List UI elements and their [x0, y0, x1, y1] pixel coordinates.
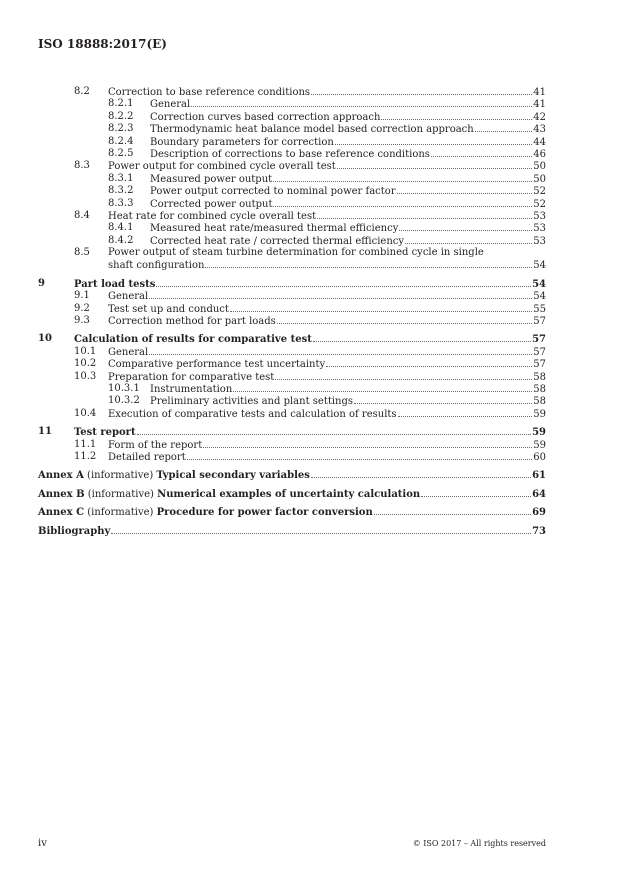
toc-entry-9-3[interactable]	[38, 315, 546, 327]
document-id: ISO 18888:2017(E)	[38, 37, 167, 51]
leader-dots	[311, 469, 531, 478]
toc-entry-8-2-4[interactable]	[38, 136, 546, 148]
toc-entry-8-3[interactable]	[38, 160, 546, 172]
section-title: Correction method for part loads	[108, 316, 276, 328]
page-number: 69	[532, 507, 546, 519]
leader-dots	[326, 358, 532, 367]
page-number: 53	[533, 210, 546, 222]
section-number: 8.3.1	[108, 172, 134, 184]
section-title: Comparative performance test uncertainty	[108, 359, 326, 371]
section-number: 8.2.2	[108, 110, 134, 122]
section-number: 8.2.4	[108, 135, 134, 147]
section-number: 11.2	[74, 450, 97, 462]
section-number: 10.3	[74, 370, 97, 382]
toc-entry-11[interactable]	[38, 426, 546, 438]
section-number: 8.2.1	[108, 98, 134, 110]
page-number: 73	[532, 525, 546, 537]
toc-entry-10-1[interactable]	[38, 346, 546, 358]
toc-entry-8-4-2[interactable]	[38, 235, 546, 247]
toc-entry-11-2[interactable]	[38, 451, 546, 463]
leader-dots	[381, 111, 532, 120]
leader-dots	[313, 333, 531, 342]
toc-entry-annex-a[interactable]	[38, 469, 546, 481]
leader-dots	[275, 371, 532, 380]
section-title: Instrumentation	[150, 383, 233, 395]
section-number: 9	[38, 277, 45, 289]
leader-dots	[273, 198, 532, 207]
page-number: 53	[533, 235, 546, 247]
section-title: Preparation for comparative test	[108, 371, 275, 383]
leader-dots	[405, 235, 532, 244]
footer-copyright: © ISO 2017 – All rights reserved	[412, 839, 546, 848]
page-number: 52	[533, 198, 546, 210]
section-title: Test report	[74, 427, 136, 439]
toc-entry-8-2-1[interactable]	[38, 98, 546, 110]
section-title: Execution of comparative tests and calculation of results	[108, 408, 397, 420]
page-number: 53	[533, 223, 546, 235]
section-title: Test set up and conduct	[108, 303, 229, 315]
page-number: 54	[532, 278, 546, 290]
section-title: General	[150, 99, 191, 111]
annex-title: Typical secondary variables	[156, 470, 310, 482]
leader-dots	[335, 136, 532, 145]
section-title: Power output for combined cycle overall test	[108, 161, 336, 173]
section-title: Boundary parameters for correction	[150, 136, 334, 148]
section-title: Preliminary activities and plant settings	[150, 396, 354, 408]
page-number: 57	[533, 359, 546, 371]
leader-dots	[111, 525, 531, 534]
leader-dots	[233, 383, 532, 392]
section-number: 9.2	[74, 302, 90, 314]
page-number: 58	[533, 371, 546, 383]
page-number: 57	[533, 316, 546, 328]
toc-entry-9-2[interactable]	[38, 303, 546, 315]
page-number: 57	[532, 334, 546, 346]
toc-entry-8-5[interactable]	[38, 247, 546, 259]
toc-entry-10-4[interactable]	[38, 408, 546, 420]
leader-dots	[187, 451, 533, 460]
section-title: Description of corrections to base reference conditions	[150, 148, 430, 160]
section-number: 10	[38, 333, 52, 345]
toc-entry-11-1[interactable]	[38, 439, 546, 451]
section-number: 8.4	[74, 209, 90, 221]
toc-entry-8-2-5[interactable]	[38, 148, 546, 160]
leader-dots	[475, 123, 533, 132]
leader-dots	[230, 303, 532, 312]
toc-entry-8-2-2[interactable]	[38, 111, 546, 123]
page-number: 59	[533, 439, 546, 451]
page-number: 59	[532, 427, 546, 439]
leader-dots	[399, 222, 532, 231]
section-title-line1: Power output of steam turbine determination for combined cycle in single	[108, 247, 484, 259]
toc-entry-8-5-continued[interactable]	[38, 259, 546, 271]
toc-entry-10-2[interactable]	[38, 358, 546, 370]
page-number: 44	[533, 136, 546, 148]
section-title: General	[108, 291, 149, 303]
section-number: 8.2	[74, 86, 90, 97]
section-number: 8.2.3	[108, 123, 134, 135]
leader-dots	[317, 210, 532, 219]
page-number: 50	[533, 161, 546, 173]
annex-informative: (informative)	[84, 507, 157, 519]
leader-dots	[354, 395, 532, 404]
leader-dots	[205, 259, 532, 268]
toc-entry-8-2[interactable]	[38, 86, 546, 98]
section-title: Measured heat rate/measured thermal efficiency	[150, 223, 399, 235]
page-number: 58	[533, 396, 546, 408]
leader-dots	[397, 185, 533, 194]
section-title: General	[108, 346, 149, 358]
bibliography-title: Bibliography	[38, 525, 111, 537]
section-number: 8.2.5	[108, 147, 134, 159]
annex-title: Numerical examples of uncertainty calculation	[157, 488, 421, 500]
leader-dots	[421, 488, 531, 497]
page-number: 59	[533, 408, 546, 420]
page-number: 41	[533, 99, 546, 111]
annex-label: Annex B	[38, 488, 85, 500]
section-number: 8.5	[74, 247, 90, 259]
toc-entry-8-3-3[interactable]	[38, 198, 546, 210]
page-number: 64	[532, 488, 546, 500]
leader-dots	[149, 346, 532, 355]
page-number: 42	[533, 111, 546, 123]
leader-dots	[374, 506, 531, 515]
section-title: Power output corrected to nominal power factor	[150, 186, 396, 198]
leader-dots	[191, 98, 532, 107]
annex-informative: (informative)	[84, 488, 158, 500]
toc-entry-9[interactable]	[38, 278, 546, 290]
section-title: Part load tests	[74, 278, 156, 290]
section-title: Thermodynamic heat balance model based correction approach	[150, 124, 474, 136]
toc-entry-9-1[interactable]	[38, 290, 546, 302]
section-title: Corrected heat rate / corrected thermal efficiency	[150, 235, 405, 247]
toc-entry-10-3[interactable]	[38, 371, 546, 383]
section-title: Detailed report	[108, 451, 186, 463]
page-number: 41	[533, 87, 546, 98]
leader-dots	[337, 160, 533, 169]
section-title: Corrected power output	[150, 198, 273, 210]
annex-label: Annex C	[38, 507, 85, 519]
section-title: Correction curves based correction approach	[150, 111, 381, 123]
annex-label: Annex A	[38, 470, 84, 482]
section-title: Form of the report	[108, 439, 203, 451]
leader-dots	[277, 315, 532, 324]
section-title: Calculation of results for comparative test	[74, 334, 312, 346]
toc-entry-8-4-1[interactable]	[38, 222, 546, 234]
section-number: 8.4.1	[108, 222, 134, 234]
toc-entry-8-3-1[interactable]	[38, 173, 546, 185]
section-number: 8.3	[74, 160, 90, 172]
section-number: 10.3.1	[108, 382, 140, 394]
leader-dots	[311, 86, 532, 95]
leader-dots	[149, 290, 532, 299]
toc-entry-10[interactable]	[38, 333, 546, 345]
footer-page-number: iv	[38, 838, 47, 849]
toc-entry-8-4[interactable]	[38, 210, 546, 222]
page-number: 55	[533, 303, 546, 315]
table-of-contents	[38, 86, 546, 537]
page-number: 58	[533, 383, 546, 395]
leader-dots	[398, 408, 533, 417]
section-number: 9.1	[74, 290, 90, 302]
section-number: 8.3.3	[108, 197, 134, 209]
leader-dots	[156, 278, 531, 287]
toc-entry-10-3-2[interactable]	[38, 395, 546, 407]
section-number: 10.1	[74, 345, 97, 357]
page-number: 61	[532, 470, 546, 482]
toc-entry-10-3-1[interactable]	[38, 383, 546, 395]
toc-entry-annex-c[interactable]	[38, 506, 546, 518]
section-title: Measured power output	[150, 173, 273, 185]
toc-entry-bibliography[interactable]	[38, 525, 546, 537]
section-title: Correction to base reference conditions	[108, 87, 311, 98]
section-number: 8.4.2	[108, 234, 134, 246]
section-number: 8.3.2	[108, 185, 134, 197]
page-number: 43	[533, 124, 546, 136]
leader-dots	[431, 148, 532, 157]
page-number: 60	[533, 451, 546, 463]
annex-title: Procedure for power factor conversion	[156, 507, 373, 519]
leader-dots	[273, 173, 532, 182]
page-number: 52	[533, 186, 546, 198]
section-number: 11	[38, 426, 52, 438]
toc-entry-8-2-3[interactable]	[38, 123, 546, 135]
section-number: 9.3	[74, 315, 90, 327]
section-title: Heat rate for combined cycle overall test	[108, 210, 317, 222]
section-number: 11.1	[74, 438, 97, 450]
toc-entry-annex-b[interactable]	[38, 488, 546, 500]
leader-dots	[137, 426, 532, 435]
section-number: 10.2	[74, 358, 97, 370]
page-number: 46	[533, 148, 546, 160]
toc-entry-8-3-2[interactable]	[38, 185, 546, 197]
page-number: 50	[533, 173, 546, 185]
leader-dots	[203, 439, 532, 448]
page-number: 54	[533, 291, 546, 303]
page-number: 54	[533, 260, 546, 272]
section-number: 10.4	[74, 407, 97, 419]
section-number: 10.3.2	[108, 395, 140, 407]
annex-informative: (informative)	[83, 470, 157, 482]
section-title-line2: shaft configuration	[108, 260, 205, 272]
page-number: 57	[533, 346, 546, 358]
